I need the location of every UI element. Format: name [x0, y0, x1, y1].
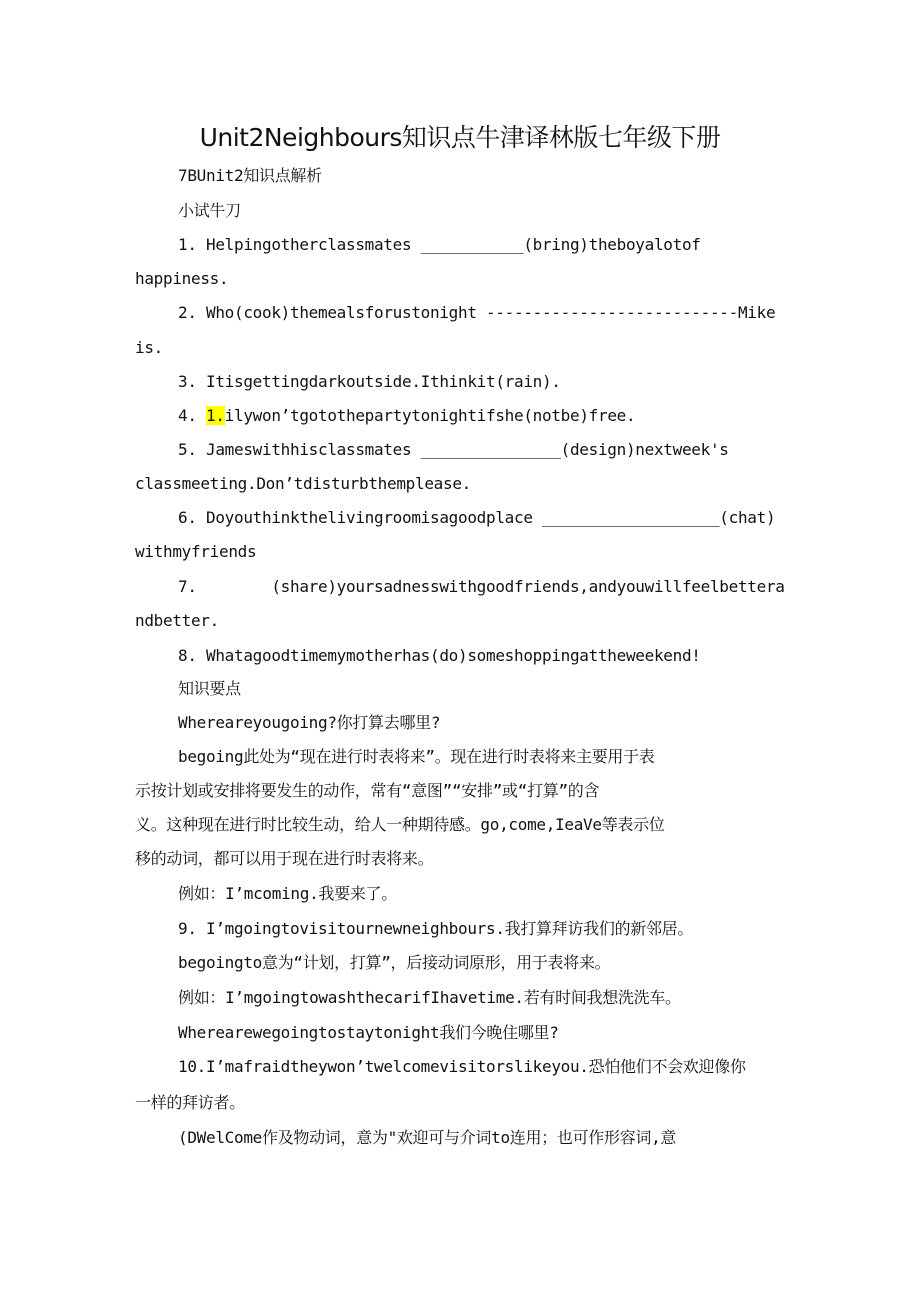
exercise-line: is. [135, 338, 163, 357]
paragraph-line: 义。这种现在进行时比较生动，给人一种期待感。go,come,IeaVe等表示位 [135, 815, 665, 834]
exercise-line: 5. Jameswithhisclassmates _______________(design)nextweek's [178, 440, 729, 459]
section-heading: 7BUnit2知识点解析 [178, 166, 322, 185]
paragraph-line: 一样的拜访者。 [135, 1093, 245, 1112]
exercise-line [178, 406, 920, 426]
exercise-line: 7. (share)yoursadnesswithgoodfriends,andyouwillfeelbettera [178, 577, 785, 596]
exercise-line: 3. Itisgettingdarkoutside.Ithinkit(rain). [178, 372, 561, 391]
exercise-number: 4. [178, 406, 206, 425]
exercise-line: 6. Doyouthinkthelivingroomisagoodplace ___________________(chat) [178, 508, 776, 527]
exercise-line: withmyfriends [135, 542, 257, 561]
paragraph-line: begoing此处为“现在进行时表将来”。现在进行时表将来主要用于表 [178, 747, 655, 766]
paragraph-line: Wherearewegoingtostaytonight我们今晚住哪里? [178, 1023, 559, 1042]
paragraph-line: 示按计划或安排将要发生的动作，常有“意图”“安排”或“打算”的含 [135, 781, 600, 800]
highlighted-text: 1. [206, 406, 225, 425]
exercise-line: classmeeting.Don’tdisturbthemplease. [135, 474, 471, 493]
paragraph-line: Whereareyougoing?你打算去哪里? [178, 713, 441, 732]
document-title: Unit2Neighbours知识点牛津译林版七年级下册 [199, 123, 721, 152]
paragraph-line: begoingto意为“计划，打算”，后接动词原形，用于表将来。 [178, 953, 611, 972]
paragraph-line: 10.I’mafraidtheywon’twelcomevisitorslikeyou.恐怕他们不会欢迎像你 [178, 1057, 746, 1076]
section-heading: 小试牛刀 [178, 201, 241, 220]
exercise-line: 1. Helpingotherclassmates ___________(bring)theboyalotof [178, 235, 701, 254]
paragraph-line: 移的动词，都可以用于现在进行时表将来。 [135, 849, 434, 868]
exercise-line: happiness. [135, 269, 229, 288]
exercise-text: ilywon’tgotothepartytonightifshe(notbe)free. [224, 406, 636, 425]
paragraph-line: 9. I’mgoingtovisitournewneighbours.我打算拜访我们的新邻居。 [178, 919, 694, 938]
paragraph-line: 例如：I’mcoming.我要来了。 [178, 884, 397, 903]
paragraph-line: 例如：I’mgoingtowashthecarifIhavetime.若有时间我想洗洗车。 [178, 988, 681, 1007]
exercise-line: 2. Who(cook)themealsforustonight ---------------------------Mike [178, 303, 776, 322]
paragraph-line: (DWelCome作及物动词，意为"欢迎可与介词to连用；也可作形容词,意 [178, 1128, 677, 1147]
section-heading: 知识要点 [178, 679, 241, 698]
exercise-line: ndbetter. [135, 611, 219, 630]
exercise-line: 8. Whatagoodtimemymotherhas(do)someshoppingattheweekend! [178, 646, 701, 665]
